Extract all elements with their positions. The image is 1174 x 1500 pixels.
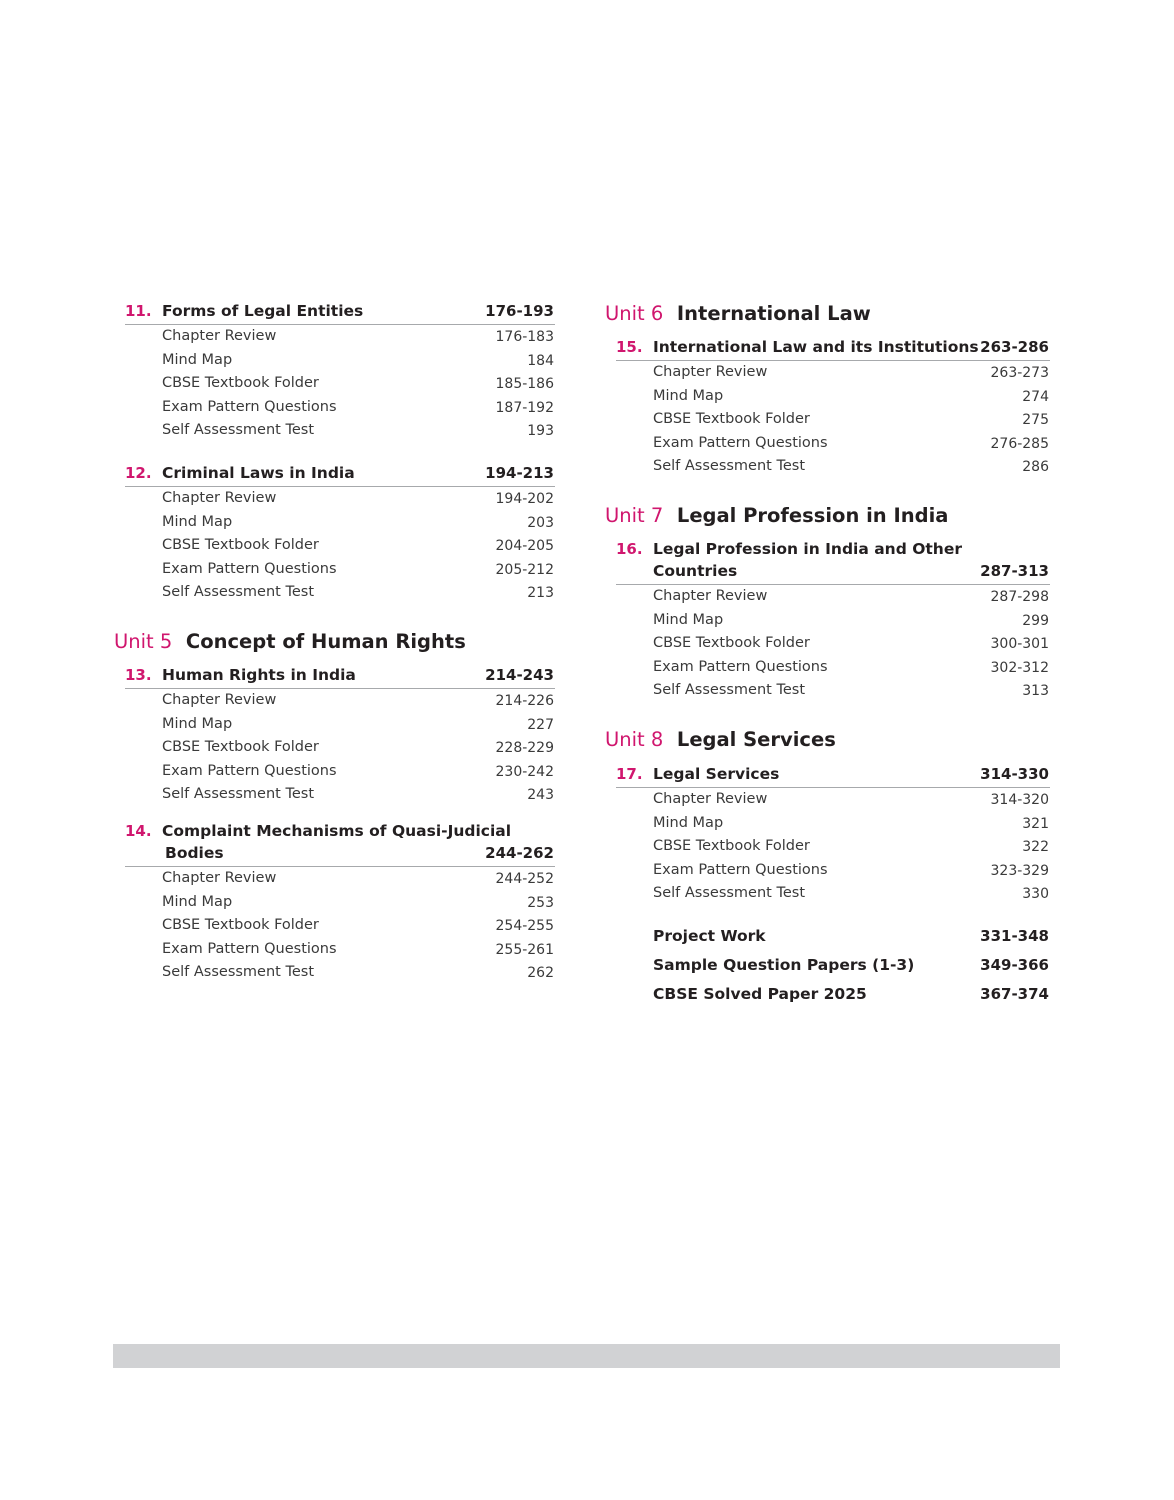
section-pages: 254-255 bbox=[495, 918, 554, 935]
section-title: Chapter Review bbox=[162, 328, 277, 344]
chapter-pages: 214-243 bbox=[485, 666, 554, 684]
section-pages: 243 bbox=[527, 787, 554, 804]
section-title: Mind Map bbox=[162, 513, 233, 530]
section-title: CBSE Textbook Folder bbox=[162, 917, 319, 934]
chapter-divider bbox=[616, 584, 1050, 585]
section-pages: 227 bbox=[527, 716, 554, 733]
chapter-title: Complaint Mechanisms of Quasi-Judicial bbox=[162, 822, 512, 840]
section-pages: 314-320 bbox=[990, 792, 1049, 808]
section-title: CBSE Textbook Folder bbox=[653, 411, 810, 428]
section-title: Mind Map bbox=[162, 893, 233, 910]
section-pages: 322 bbox=[1022, 839, 1049, 856]
section-pages: 213 bbox=[527, 585, 554, 602]
section-title: Exam Pattern Questions bbox=[653, 861, 828, 878]
section-title: Mind Map bbox=[653, 387, 724, 404]
section-pages: 253 bbox=[527, 894, 554, 911]
section-title: Self Assessment Test bbox=[653, 458, 806, 475]
chapter-title: Bodies bbox=[165, 844, 224, 862]
chapter-divider bbox=[125, 866, 555, 867]
unit-heading bbox=[605, 506, 948, 526]
section-title: Self Assessment Test bbox=[162, 584, 315, 601]
section-pages: 204-205 bbox=[495, 538, 554, 555]
extra-title: CBSE Solved Paper 2025 bbox=[653, 985, 867, 1003]
unit-label: Unit 7 bbox=[605, 504, 664, 527]
section-pages: 286 bbox=[1022, 459, 1049, 476]
section-title: CBSE Textbook Folder bbox=[162, 739, 319, 756]
chapter-number: 12. bbox=[125, 464, 152, 482]
section-title: Mind Map bbox=[653, 611, 724, 628]
section-pages: 230-242 bbox=[495, 763, 554, 780]
section-pages: 313 bbox=[1022, 683, 1049, 700]
section-title: CBSE Textbook Folder bbox=[653, 838, 810, 855]
section-title: Self Assessment Test bbox=[162, 422, 315, 439]
section-pages: 263-273 bbox=[990, 365, 1049, 381]
section-title: Exam Pattern Questions bbox=[653, 434, 828, 451]
section-pages: 205-212 bbox=[495, 561, 554, 578]
section-title: Chapter Review bbox=[162, 870, 277, 886]
section-pages: 302-312 bbox=[990, 659, 1049, 676]
chapter-number: 16. bbox=[616, 540, 643, 558]
chapter-divider bbox=[125, 486, 555, 487]
extra-pages: 367-374 bbox=[980, 985, 1049, 1003]
section-title: Exam Pattern Questions bbox=[162, 560, 337, 577]
extra-title: Sample Question Papers (1-3) bbox=[653, 956, 915, 974]
unit-title: Legal Services bbox=[676, 728, 836, 751]
section-title: Exam Pattern Questions bbox=[162, 762, 337, 779]
chapter-pages: 194-213 bbox=[485, 464, 554, 482]
section-pages: 300-301 bbox=[990, 636, 1049, 653]
section-pages: 228-229 bbox=[495, 740, 554, 757]
section-pages: 187-192 bbox=[495, 399, 554, 416]
unit-title: International Law bbox=[676, 302, 871, 325]
chapter-pages: 244-262 bbox=[485, 844, 554, 862]
section-pages: 203 bbox=[527, 514, 554, 531]
section-title: Chapter Review bbox=[162, 692, 277, 708]
chapter-number: 17. bbox=[616, 765, 643, 783]
unit-heading bbox=[605, 730, 836, 750]
chapter-title: Legal Profession in India and Other bbox=[653, 540, 962, 558]
unit-heading bbox=[605, 304, 871, 324]
unit-label: Unit 8 bbox=[605, 728, 664, 751]
section-title: Self Assessment Test bbox=[653, 682, 806, 699]
section-pages: 255-261 bbox=[495, 941, 554, 958]
section-title: Exam Pattern Questions bbox=[653, 658, 828, 675]
chapter-divider bbox=[125, 324, 555, 325]
section-pages: 275 bbox=[1022, 412, 1049, 429]
section-pages: 323-329 bbox=[990, 862, 1049, 879]
chapter-number: 14. bbox=[125, 822, 152, 840]
section-pages: 299 bbox=[1022, 612, 1049, 629]
chapter-divider bbox=[125, 688, 555, 689]
chapter-title: Countries bbox=[653, 562, 738, 580]
unit-label: Unit 5 bbox=[114, 630, 173, 653]
section-title: CBSE Textbook Folder bbox=[162, 537, 319, 554]
section-pages: 194-202 bbox=[495, 491, 554, 507]
unit-title: Concept of Human Rights bbox=[185, 630, 466, 653]
section-title: Exam Pattern Questions bbox=[162, 940, 337, 957]
section-title: Exam Pattern Questions bbox=[162, 398, 337, 415]
chapter-pages: 176-193 bbox=[485, 302, 554, 320]
section-pages: 274 bbox=[1022, 388, 1049, 405]
section-title: Mind Map bbox=[653, 814, 724, 831]
section-pages: 287-298 bbox=[990, 589, 1049, 605]
section-title: Self Assessment Test bbox=[653, 885, 806, 902]
chapter-title: International Law and its Institutions bbox=[653, 338, 979, 356]
section-pages: 321 bbox=[1022, 815, 1049, 832]
chapter-pages: 314-330 bbox=[980, 765, 1049, 783]
section-pages: 184 bbox=[527, 352, 554, 369]
extra-pages: 349-366 bbox=[980, 956, 1049, 974]
chapter-title: Criminal Laws in India bbox=[162, 464, 355, 482]
chapter-number: 15. bbox=[616, 338, 643, 356]
chapter-number: 13. bbox=[125, 666, 152, 684]
extra-pages: 331-348 bbox=[980, 927, 1049, 945]
unit-title: Legal Profession in India bbox=[676, 504, 949, 527]
chapter-pages: 287-313 bbox=[980, 562, 1049, 580]
section-title: Chapter Review bbox=[162, 490, 277, 506]
chapter-divider bbox=[616, 787, 1050, 788]
section-pages: 214-226 bbox=[495, 693, 554, 709]
section-title: Self Assessment Test bbox=[162, 786, 315, 803]
unit-label: Unit 6 bbox=[605, 302, 664, 325]
unit-heading bbox=[114, 632, 466, 652]
section-pages: 193 bbox=[527, 423, 554, 440]
chapter-title: Human Rights in India bbox=[162, 666, 356, 684]
chapter-title: Forms of Legal Entities bbox=[162, 302, 364, 320]
section-title: Mind Map bbox=[162, 715, 233, 732]
section-pages: 185-186 bbox=[495, 376, 554, 393]
section-title: Chapter Review bbox=[653, 364, 768, 380]
section-pages: 262 bbox=[527, 965, 554, 982]
section-title: CBSE Textbook Folder bbox=[653, 635, 810, 652]
section-pages: 276-285 bbox=[990, 435, 1049, 452]
section-pages: 244-252 bbox=[495, 871, 554, 887]
section-title: Self Assessment Test bbox=[162, 964, 315, 981]
section-pages: 330 bbox=[1022, 886, 1049, 903]
section-pages: 176-183 bbox=[495, 329, 554, 345]
chapter-number: 11. bbox=[125, 302, 152, 320]
section-title: Mind Map bbox=[162, 351, 233, 368]
section-title: Chapter Review bbox=[653, 588, 768, 604]
section-title: Chapter Review bbox=[653, 791, 768, 807]
extra-title: Project Work bbox=[653, 927, 766, 945]
chapter-title: Legal Services bbox=[653, 765, 780, 783]
footer-bar bbox=[113, 1344, 1060, 1368]
section-title: CBSE Textbook Folder bbox=[162, 375, 319, 392]
chapter-divider bbox=[616, 360, 1050, 361]
chapter-pages: 263-286 bbox=[980, 338, 1049, 356]
